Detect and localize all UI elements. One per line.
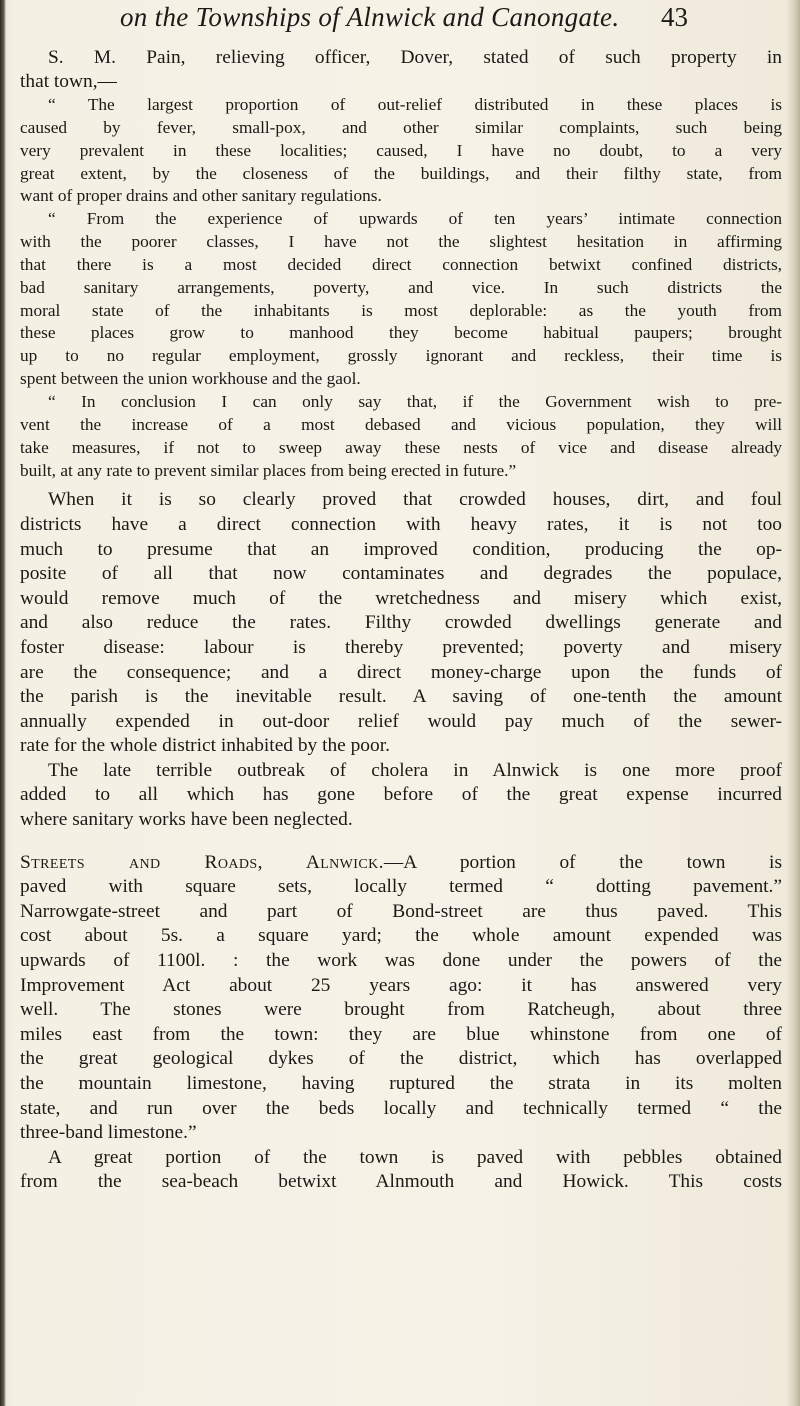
text-line: well. The stones were brought from Ratcheugh, about three (20, 999, 782, 1021)
text-line: added to all which has gone before of the great expense incurred (20, 784, 782, 806)
text-line: the parish is the inevitable result. A saving of one-tenth the amount (20, 686, 782, 708)
page-binding-shadow (0, 0, 6, 1406)
text-line: where sanitary works have been neglected. (20, 809, 353, 831)
text-line: The late terrible outbreak of cholera in Alnwick is one more proof (48, 759, 782, 781)
text-line: caused by fever, small-pox, and other similar complaints, such being (20, 117, 782, 137)
text-line: that there is a most decided direct connection betwixt confined districts, (20, 254, 782, 274)
text-line (20, 851, 782, 876)
paragraph-crowded-houses (20, 488, 782, 759)
text-line: posite of all that now contaminates and degrades the populace, (20, 563, 782, 585)
text-line: foster disease: labour is thereby prevented; poverty and misery (20, 636, 782, 658)
paragraph-cholera (20, 759, 782, 833)
page-body (20, 46, 782, 1195)
text-line: districts have a direct connection with heavy rates, it is not too (20, 513, 782, 535)
text-line: paved with square sets, locally termed “ dotting pavement.” (20, 876, 782, 898)
intro-paragraph (20, 46, 782, 94)
text-line: these places grow to manhood they become habitual paupers; brought (20, 323, 782, 343)
text-line: much to presume that an improved condition, producing the op- (20, 538, 782, 560)
text-line: spent between the union workhouse and the gaol. (20, 369, 361, 389)
text-line: rate for the whole district inhabited by the poor. (20, 735, 390, 757)
text-line: the great geological dykes of the district, which has overlapped (20, 1048, 782, 1070)
text-line: the mountain limestone, having ruptured the strata in its molten (20, 1073, 782, 1094)
text-line: three-band limestone.” (20, 1122, 197, 1144)
quotation-block (20, 94, 782, 482)
text-line: great extent, by the closeness of the buildings, and their filthy state, from (20, 163, 782, 183)
page-number: 43 (661, 2, 688, 32)
text-line: and also reduce the rates. Filthy crowded dwellings generate and (20, 612, 782, 634)
text-line: S. M. Pain, relieving officer, Dover, stated of such property in (48, 47, 782, 68)
quote-paragraph (20, 208, 782, 391)
text-line: cost about 5s. a square yard; the whole amount expended was (20, 925, 782, 947)
section-heading: Streets and Roads, Alnwick. (20, 851, 384, 873)
text-span: —A portion of the town is (383, 851, 782, 873)
page-edge-shadow (786, 0, 800, 1406)
text-line: annually expended in out-door relief would pay much of the sewer- (20, 710, 782, 732)
text-line: up to no regular employment, grossly ignorant and reckless, their time is (20, 346, 782, 366)
text-line: want of proper drains and other sanitary regulations. (20, 186, 382, 206)
text-line: “ From the experience of upwards of ten years’ intimate connection (48, 209, 782, 229)
text-line: “ In conclusion I can only say that, if the Government wish to pre- (48, 391, 782, 411)
quote-paragraph (20, 94, 782, 208)
quote-paragraph (20, 391, 782, 482)
text-line: upwards of 1100l. : the work was done under the powers of the (20, 950, 782, 972)
text-line: When it is so clearly proved that crowded houses, dirt, and foul (48, 489, 782, 511)
text-line: miles east from the town: they are blue whinstone from one of (20, 1023, 782, 1045)
text-line: are the consequence; and a direct money-charge upon the funds of (20, 661, 782, 683)
text-line: vent the increase of a most debased and vicious population, they will (20, 414, 782, 434)
page-header (120, 2, 688, 42)
text-line: take measures, if not to sweep away these nests of vice and disease already (20, 437, 782, 457)
paragraph-streets-and-roads (20, 851, 782, 1146)
paragraph-pebbles (20, 1146, 782, 1195)
text-line: with the poorer classes, I have not the slightest hesitation in affirming (20, 232, 782, 252)
text-line: A great portion of the town is paved with pebbles obtained (48, 1146, 782, 1168)
text-line: “ The largest proportion of out-relief distributed in these places is (48, 95, 782, 114)
text-line: state, and run over the beds locally and technically termed “ the (20, 1097, 782, 1119)
text-line: built, at any rate to prevent similar places from being erected in future.” (20, 460, 517, 480)
text-line: moral state of the inhabitants is most deplorable: as the youth from (20, 300, 782, 320)
text-line: from the sea-beach betwixt Alnmouth and Howick. This costs (20, 1171, 782, 1193)
text-line: that town,— (20, 71, 117, 92)
text-line: would remove much of the wretchedness and misery which exist, (20, 587, 782, 609)
text-line: very prevalent in these localities; caused, I have no doubt, to a very (20, 140, 782, 160)
text-line: Improvement Act about 25 years ago: it has answered very (20, 974, 782, 996)
text-line: bad sanitary arrangements, poverty, and vice. In such districts the (20, 277, 782, 297)
running-head: on the Townships of Alnwick and Canongate. (120, 2, 620, 32)
text-line: Narrowgate-street and part of Bond-street are thus paved. This (20, 900, 782, 922)
